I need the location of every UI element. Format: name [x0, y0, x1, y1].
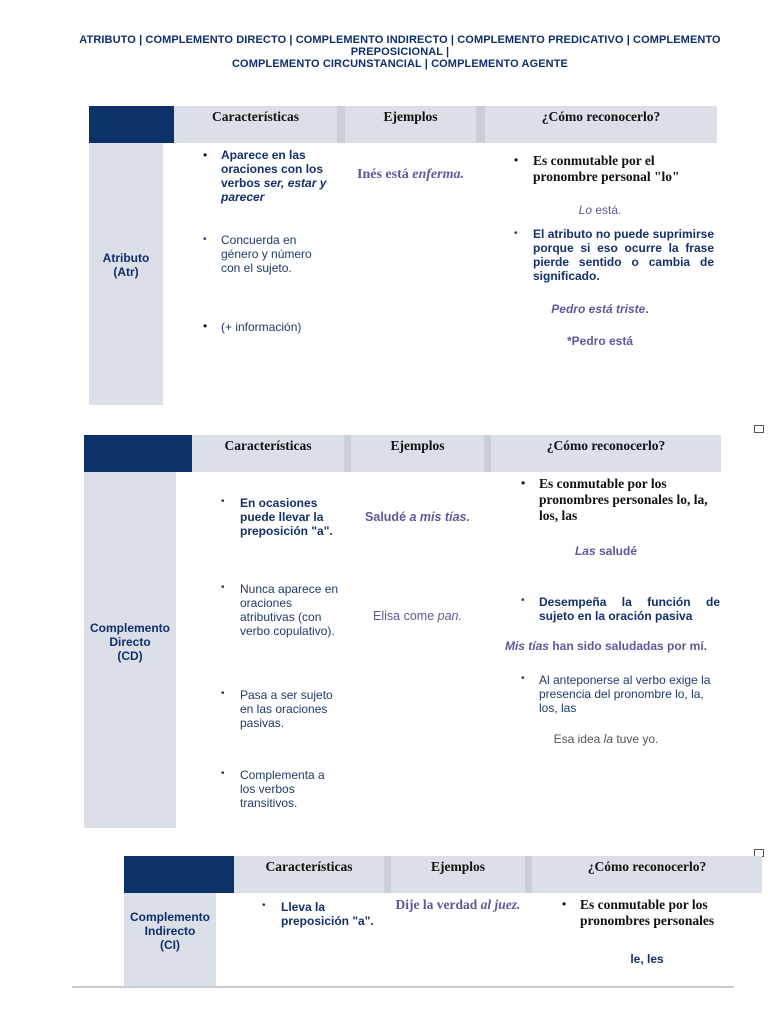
bullet-icon: •	[221, 496, 225, 507]
header-separator	[525, 856, 532, 893]
bullet-icon: •	[203, 234, 207, 245]
header-line-1: ATRIBUTO | COMPLEMENTO DIRECTO | COMPLEMENTO INDIRECTO | COMPLEMENTO PREDICATIVO | COMPLEMENTO	[79, 34, 721, 46]
table-corner-cell	[124, 856, 234, 893]
atr-car-1: Aparece en las oraciones con los verbos ser, estar y parecer	[221, 148, 327, 204]
cd-rec-2-example: Mis tías han sido saludadas por mí.	[504, 639, 708, 653]
row-label-atributo: Atributo (Atr)	[102, 251, 150, 279]
bullet-icon: •	[521, 476, 526, 490]
bullet-icon: •	[221, 688, 225, 699]
ci-car-1: Lleva la preposición "a".	[281, 900, 374, 928]
column-title-caracteristicas: Características	[224, 438, 312, 453]
atr-rec-1: Es conmutable por el pronombre personal "lo"	[533, 153, 680, 184]
column-title-ejemplos: Ejemplos	[431, 859, 485, 874]
ci-rec-1: Es conmutable por los pronombres personales	[580, 897, 715, 928]
atr-car-2: Concuerda en género y número con el sujeto.	[221, 233, 312, 275]
cd-rec-3-example: Esa idea la tuve yo.	[553, 732, 659, 746]
anchor-marker-icon	[754, 425, 764, 433]
bullet-icon: •	[521, 673, 525, 684]
table-corner-cell	[89, 106, 174, 143]
bullet-icon: •	[203, 148, 208, 162]
cd-rec-3: Al anteponerse al verbo exige la presencia del pronombre lo, la, los, las	[539, 673, 711, 715]
cd-rec-1-example: Las saludé	[574, 544, 638, 558]
cd-example-1: Saludé a mis tías.	[365, 510, 470, 524]
column-title-reconocer: ¿Cómo reconocerlo?	[541, 109, 661, 124]
page-divider	[72, 986, 734, 988]
header-separator	[344, 435, 351, 472]
atr-rec-1-example: Lo está.	[578, 203, 622, 217]
header-separator	[484, 435, 491, 472]
column-title-reconocer: ¿Cómo reconocerlo?	[546, 438, 666, 453]
atr-car-3: (+ información)	[221, 320, 302, 334]
document-header	[40, 34, 760, 70]
header-separator	[384, 856, 391, 893]
ci-example-1: Dije la verdad al juez.	[395, 897, 521, 912]
header-separator	[337, 106, 345, 143]
bullet-icon: •	[221, 582, 225, 593]
column-title-ejemplos: Ejemplos	[383, 109, 438, 124]
header-separator	[476, 106, 485, 143]
atr-example-1: Inés está enferma.	[357, 167, 464, 182]
bullet-icon: •	[562, 897, 567, 911]
bullet-icon: •	[203, 319, 208, 333]
bullet-icon: •	[514, 153, 519, 167]
ci-rec-1-example: le, les	[630, 952, 664, 966]
cd-car-2: Nunca aparece en oraciones atributivas (con verbo copulativo).	[240, 582, 339, 638]
bullet-icon: •	[514, 228, 518, 239]
bullet-icon: •	[262, 900, 266, 911]
header-line-3: COMPLEMENTO CIRCUNSTANCIAL | COMPLEMENTO AGENTE	[232, 58, 568, 70]
header-line-2: PREPOSICIONAL |	[350, 46, 450, 58]
cd-car-3: Pasa a ser sujeto en las oraciones pasivas.	[240, 688, 333, 730]
cd-car-1: En ocasiones puede llevar la preposición "a".	[240, 496, 333, 538]
column-title-ejemplos: Ejemplos	[390, 438, 445, 453]
cd-car-4: Complementa a los verbos transitivos.	[240, 768, 325, 810]
column-title-caracteristicas: Características	[212, 109, 299, 124]
cd-example-2: Elisa come pan.	[373, 609, 462, 623]
table-corner-cell	[84, 435, 192, 472]
row-label-ci: Complemento Indirecto (CI)	[129, 910, 210, 952]
atr-rec-2: El atributo no puede suprimirse porque si eso ocurre la frase pierde sentido o cambia de significado.	[533, 227, 714, 283]
atr-rec-2-example-2: *Pedro está	[566, 334, 634, 348]
column-title-reconocer: ¿Cómo reconocerlo?	[587, 859, 707, 874]
bullet-icon: •	[221, 768, 225, 779]
atr-rec-2-example-1: Pedro está triste.	[551, 302, 649, 316]
column-title-caracteristicas: Características	[265, 859, 353, 874]
bullet-icon: •	[521, 595, 525, 606]
row-label-cd: Complemento Directo (CD)	[89, 621, 170, 663]
cd-rec-1: Es conmutable por los pronombres personales lo, la, los, las	[539, 476, 708, 523]
cd-rec-2: Desempeña la función de sujeto en la oración pasiva	[539, 595, 720, 623]
